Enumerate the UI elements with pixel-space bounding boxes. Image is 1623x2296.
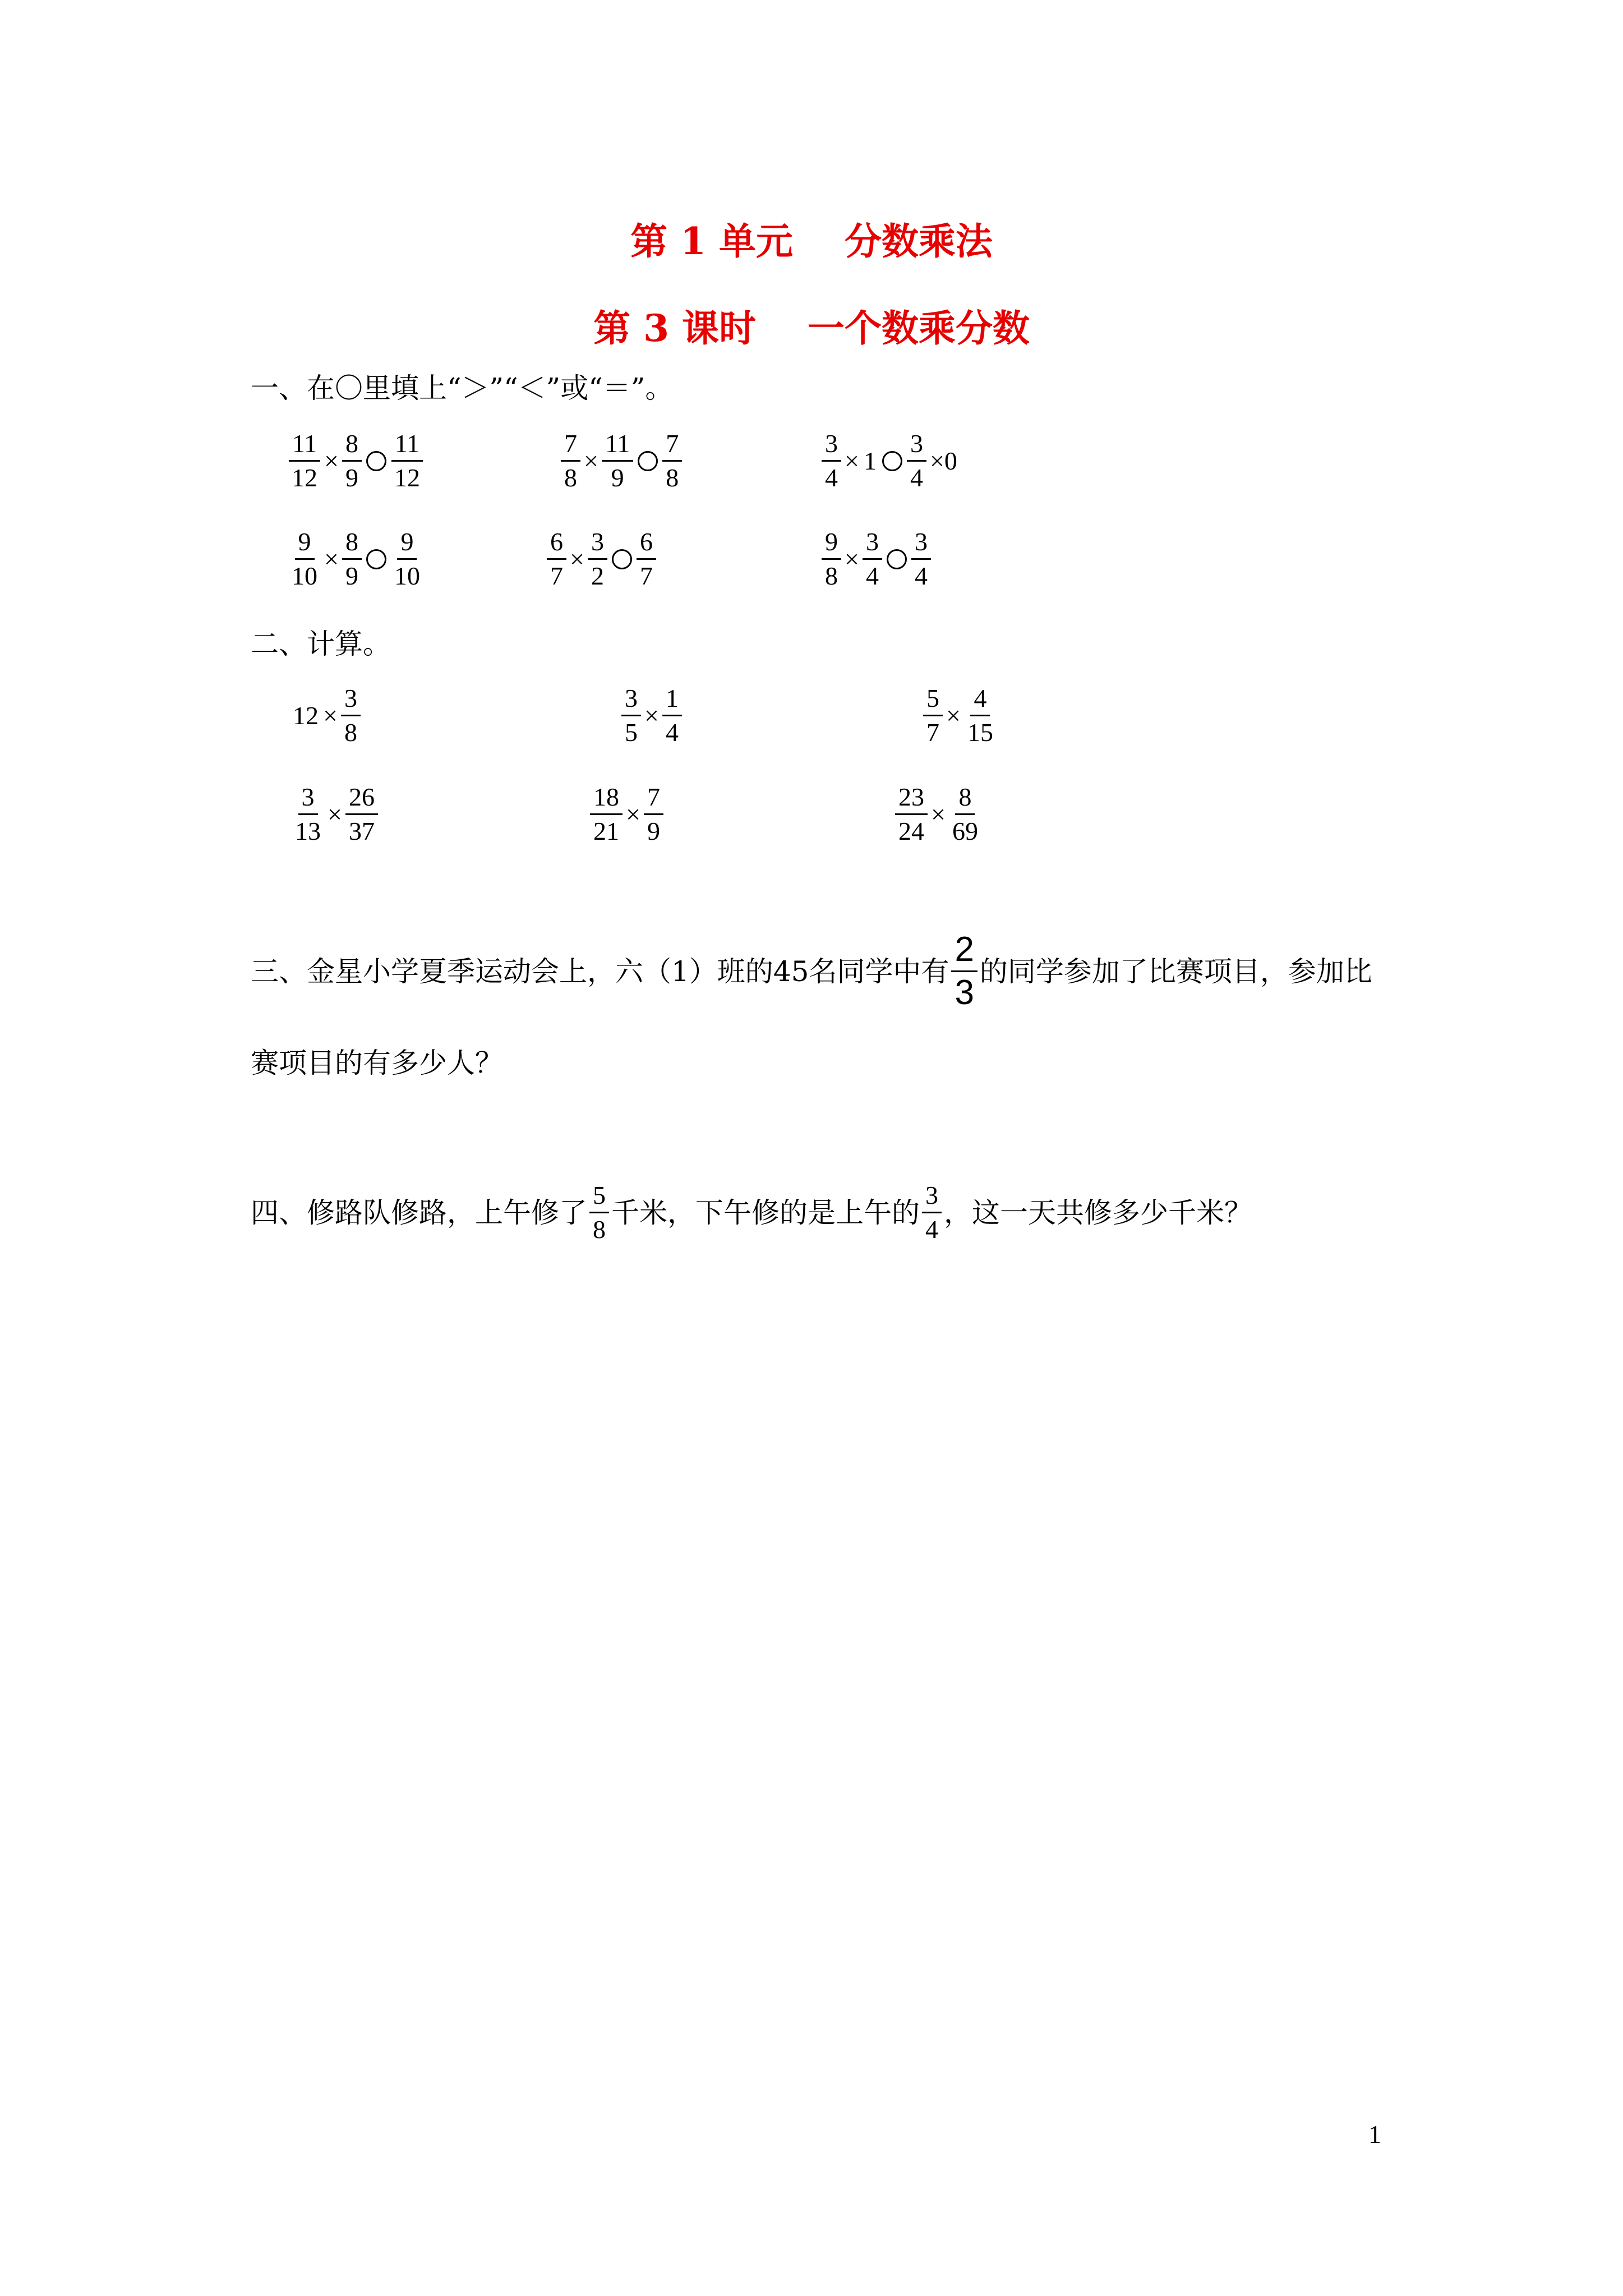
fraction: $\frac{3}{4}$ bbox=[911, 529, 931, 589]
fraction: $\frac{2}{3}$ bbox=[951, 932, 977, 1010]
calc-item-3: $\frac{5}{7}$ × $\frac{4}{15}$ bbox=[922, 685, 998, 746]
fraction: $\frac{3}{4}$ bbox=[907, 431, 926, 491]
fraction: $\frac{4}{15}$ bbox=[967, 684, 993, 747]
fraction: $\frac{3}{5}$ bbox=[621, 685, 641, 746]
answer-circle[interactable] bbox=[882, 451, 902, 471]
fraction: $\frac{3}{4}$ bbox=[822, 431, 841, 491]
calc-item-6: $\frac{23}{24}$ × $\frac{8}{69}$ bbox=[894, 784, 983, 844]
problem-3-line-2: 赛项目的有多少人？ bbox=[251, 1047, 503, 1079]
lesson-title: 第 3 课时 一个数乘分数 bbox=[593, 306, 1030, 350]
page-title: 第 1 单元 分数乘法 bbox=[630, 219, 993, 263]
problem-4: 四、修路队修路，上午修了 $\frac{5}{8}$ 千米，下午修的是上午的 $\frac{3}{4}$ ，这一天共修多少千米？ bbox=[251, 1181, 1252, 1244]
fraction: $\frac{23}{24}$ bbox=[895, 784, 928, 844]
fraction: $\frac{5}{7}$ bbox=[923, 685, 943, 746]
section-1-heading: 一、在〇里填上“＞”“＜”或“＝”。 bbox=[251, 372, 674, 404]
fraction: $\frac{7}{8}$ bbox=[662, 431, 682, 491]
fraction: $\frac{1}{4}$ bbox=[662, 685, 682, 746]
fraction: $\frac{8}{9}$ bbox=[342, 529, 362, 589]
fraction: $\frac{9}{8}$ bbox=[822, 529, 841, 589]
fraction: $\frac{3}{8}$ bbox=[341, 685, 361, 746]
fraction: $\frac{9}{10}$ bbox=[292, 527, 317, 590]
fraction: $\frac{18}{21}$ bbox=[590, 784, 623, 844]
compare-item-5: $\frac{6}{7}$ × $\frac{3}{2}$ $\frac{6}{7}$ bbox=[546, 529, 657, 589]
fraction: $\frac{6}{7}$ bbox=[637, 529, 656, 589]
fraction: $\frac{8}{69}$ bbox=[952, 783, 978, 845]
fraction: $\frac{11}{12}$ bbox=[288, 431, 321, 491]
compare-item-1: $\frac{11}{12}$ × $\frac{8}{9}$ $\frac{11}{12}$ bbox=[287, 431, 425, 491]
fraction: $\frac{3}{4}$ bbox=[863, 529, 882, 589]
compare-item-3: $\frac{3}{4}$ × 1 $\frac{3}{4}$ ×0 bbox=[820, 431, 960, 491]
fraction: $\frac{3}{13}$ bbox=[295, 783, 321, 845]
fraction: $\frac{9}{10}$ bbox=[394, 527, 420, 590]
fraction: $\frac{7}{9}$ bbox=[644, 784, 663, 844]
calc-item-1: 12 × $\frac{3}{8}$ bbox=[291, 685, 362, 746]
calc-item-2: $\frac{3}{5}$ × $\frac{1}{4}$ bbox=[620, 685, 683, 746]
fraction: $\frac{26}{37}$ bbox=[345, 784, 378, 844]
fraction: $\frac{3}{4}$ bbox=[922, 1182, 942, 1243]
fraction: $\frac{11}{9}$ bbox=[602, 431, 633, 491]
answer-circle[interactable] bbox=[887, 549, 907, 569]
fraction: $\frac{11}{12}$ bbox=[391, 431, 423, 491]
calc-item-5: $\frac{18}{21}$ × $\frac{7}{9}$ bbox=[589, 784, 665, 844]
answer-circle[interactable] bbox=[366, 549, 386, 569]
fraction: $\frac{5}{8}$ bbox=[589, 1182, 609, 1243]
compare-item-6: $\frac{9}{8}$ × $\frac{3}{4}$ $\frac{3}{4}$ bbox=[820, 529, 932, 589]
fraction: $\frac{8}{9}$ bbox=[342, 431, 362, 491]
calc-item-4: $\frac{3}{13}$ × $\frac{26}{37}$ bbox=[291, 784, 379, 844]
compare-item-4: $\frac{9}{10}$ × $\frac{8}{9}$ $\frac{9}{10}$ bbox=[287, 529, 425, 589]
answer-circle[interactable] bbox=[366, 451, 386, 471]
fraction: $\frac{6}{7}$ bbox=[547, 529, 566, 589]
fraction: $\frac{3}{2}$ bbox=[588, 529, 607, 589]
section-2-heading: 二、计算。 bbox=[251, 628, 391, 660]
problem-3: 三、金星小学夏季运动会上，六（1）班的45名同学中有 $\frac{2}{3}$ 的同学参加了比赛项目，参加比 bbox=[251, 930, 1372, 1012]
compare-item-2: $\frac{7}{8}$ × $\frac{11}{9}$ $\frac{7}{8}$ bbox=[560, 431, 683, 491]
fraction: $\frac{7}{8}$ bbox=[561, 431, 580, 491]
page-number: 1 bbox=[1368, 2120, 1381, 2148]
answer-circle[interactable] bbox=[612, 549, 632, 569]
answer-circle[interactable] bbox=[638, 451, 658, 471]
